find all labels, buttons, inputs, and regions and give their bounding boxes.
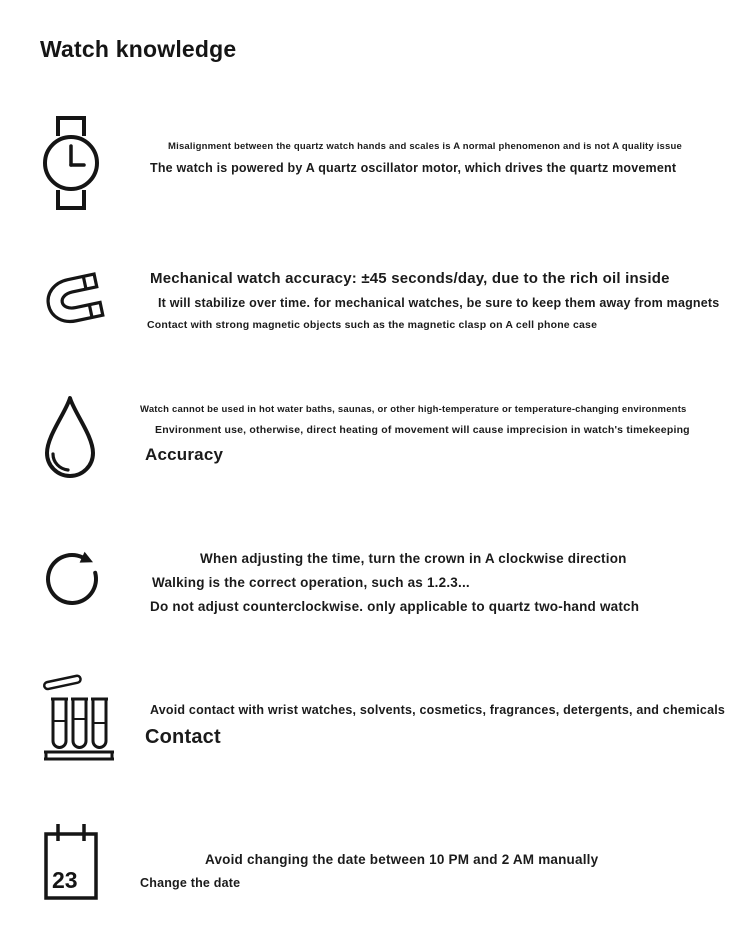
text-line: When adjusting the time, turn the crown in A clockwise direction (200, 551, 627, 566)
water-drop-icon (40, 394, 100, 484)
calendar-day-number: 23 (52, 867, 78, 893)
icon-column (40, 113, 140, 218)
icon-column (40, 541, 140, 618)
text-line: Avoid contact with wrist watches, solvents, cosmetics, fragrances, detergents, and chemicals (150, 703, 726, 717)
text-column (140, 820, 732, 899)
clockwise-arrow-icon (40, 541, 106, 613)
text-line: Contact with strong magnetic objects such as the magnetic clasp on A cell phone case (147, 319, 598, 331)
text-line: Avoid changing the date between 10 PM and 2 AM manually (205, 852, 599, 867)
text-line: Accuracy (145, 445, 224, 464)
text-line: Change the date (140, 876, 241, 890)
text-column (140, 394, 732, 474)
section-magnetism (40, 266, 732, 340)
icon-column (40, 671, 140, 770)
text-line: Misalignment between the quartz watch hands and scales is A normal phenomenon and is not A quality issue (168, 141, 683, 152)
text-line: It will stabilize over time. for mechanical watches, be sure to keep them away from magnets (158, 296, 720, 310)
section-quartz-movement (40, 113, 732, 218)
text-line: Mechanical watch accuracy: ±45 seconds/day, due to the rich oil inside (150, 270, 670, 287)
icon-column (40, 266, 140, 339)
text-line: Environment use, otherwise, direct heating of movement will cause imprecision in watch's timekeeping (155, 424, 690, 436)
text-column (140, 541, 732, 623)
icon-column (40, 820, 140, 909)
test-tubes-icon (40, 671, 118, 765)
text-column (140, 671, 732, 758)
section-crown-adjustment (40, 541, 732, 623)
magnet-icon (40, 266, 106, 334)
text-column (140, 266, 732, 340)
text-line: Walking is the correct operation, such as 1.2.3... (152, 575, 470, 590)
calendar-icon (40, 820, 102, 904)
icon-column (40, 394, 140, 489)
page-title: Watch knowledge (40, 36, 237, 62)
section-date-change (40, 820, 732, 909)
section-temperature (40, 394, 732, 489)
text-line: Watch cannot be used in hot water baths, saunas, or other high-temperature or temperature-changing environments (140, 404, 687, 415)
text-line: Do not adjust counterclockwise. only applicable to quartz two-hand watch (150, 599, 640, 614)
section-chemicals (40, 671, 732, 770)
text-column (140, 113, 732, 184)
watch-icon (40, 113, 102, 213)
text-line: Contact (145, 726, 221, 748)
text-line: The watch is powered by A quartz oscillator motor, which drives the quartz movement (150, 161, 677, 175)
